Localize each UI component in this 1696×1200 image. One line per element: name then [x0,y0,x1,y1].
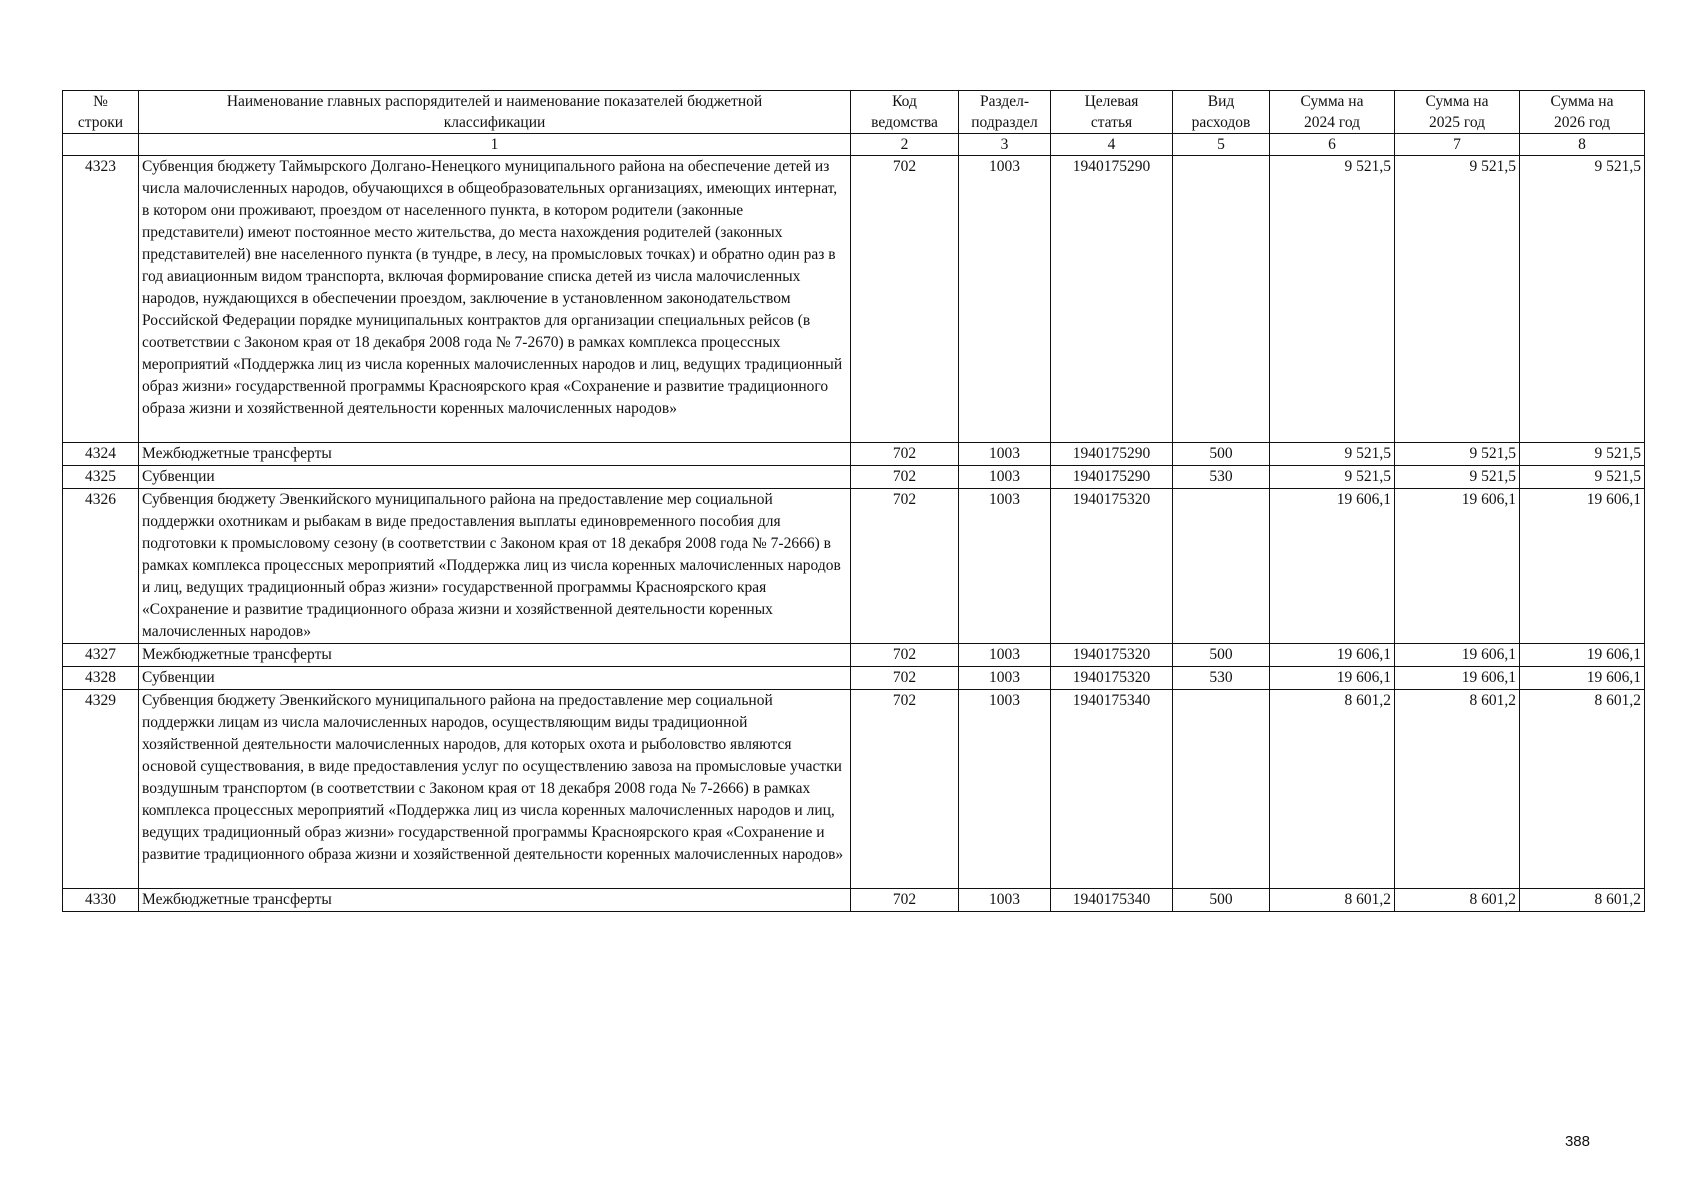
row-number: 4327 [63,644,139,667]
row-razdel: 1003 [959,644,1051,667]
header-celevaya: Целевая статья [1051,91,1173,134]
table-row [63,889,1645,912]
row-razdel: 1003 [959,690,1051,889]
row-ved: 702 [851,466,959,489]
row-sum2026: 8 601,2 [1520,889,1645,912]
row-sum2026: 9 521,5 [1520,466,1645,489]
row-vid [1173,489,1270,644]
row-number: 4330 [63,889,139,912]
row-celevaya: 1940175340 [1051,889,1173,912]
row-ved: 702 [851,644,959,667]
colnum-6: 6 [1270,134,1395,156]
budget-table [62,90,1645,912]
row-sum2024: 8 601,2 [1270,889,1395,912]
table-row [63,443,1645,466]
row-sum2026: 8 601,2 [1520,690,1645,889]
header-sum2024: Сумма на 2024 год [1270,91,1395,134]
table-row [63,489,1645,644]
row-razdel: 1003 [959,156,1051,443]
row-sum2024: 9 521,5 [1270,466,1395,489]
row-sum2025: 19 606,1 [1395,489,1520,644]
row-razdel: 1003 [959,489,1051,644]
row-name: Субвенции [139,466,851,489]
row-number: 4326 [63,489,139,644]
colnum-2: 2 [851,134,959,156]
page-number: 388 [1564,1133,1590,1150]
row-number: 4329 [63,690,139,889]
row-celevaya: 1940175320 [1051,489,1173,644]
row-ved: 702 [851,889,959,912]
table-row [63,644,1645,667]
row-celevaya: 1940175290 [1051,156,1173,443]
row-name: Субвенция бюджету Эвенкийского муниципального района на предоставление мер социальной поддержки лицам из числа малочисленных народов, осуществляющим виды традиционной хозяйственной деятельности малочисленных народов, для которых охота и рыболовство являются основой существования, в виде предоставления услуг по осуществлению завоза на промысловые участки воздушным транспортом (в соответствии с Законом края от 18 декабря 2008 года № 7-2666) в рамках комплекса процессных мероприятий «Поддержка лиц из числа коренных малочисленных народов и лиц, ведущих традиционный образ жизни» государственной программы Красноярского края «Сохранение и развитие традиционного образа жизни и хозяйственной деятельности коренных малочисленных народов» [139,690,851,889]
row-razdel: 1003 [959,889,1051,912]
table-row [63,667,1645,690]
row-name: Межбюджетные трансферты [139,443,851,466]
row-sum2026: 9 521,5 [1520,156,1645,443]
colnum-8: 8 [1520,134,1645,156]
header-num: № строки [63,91,139,134]
row-sum2026: 19 606,1 [1520,489,1645,644]
header-sum2025: Сумма на 2025 год [1395,91,1520,134]
header-vid: Вид расходов [1173,91,1270,134]
row-name: Межбюджетные трансферты [139,889,851,912]
row-sum2024: 19 606,1 [1270,667,1395,690]
row-sum2025: 8 601,2 [1395,889,1520,912]
header-name: Наименование главных распорядителей и наименование показателей бюджетной классификации [139,91,851,134]
row-sum2025: 19 606,1 [1395,667,1520,690]
table-row [63,466,1645,489]
row-sum2025: 9 521,5 [1395,466,1520,489]
row-sum2024: 19 606,1 [1270,644,1395,667]
row-celevaya: 1940175340 [1051,690,1173,889]
row-ved: 702 [851,156,959,443]
colnum-3: 3 [959,134,1051,156]
row-sum2026: 19 606,1 [1520,644,1645,667]
row-sum2024: 8 601,2 [1270,690,1395,889]
row-ved: 702 [851,667,959,690]
row-sum2024: 9 521,5 [1270,156,1395,443]
row-ved: 702 [851,690,959,889]
row-name: Субвенция бюджету Таймырского Долгано-Ненецкого муниципального района на обеспечение детей из числа малочисленных народов, обучающихся в общеобразовательных организациях, имеющих интернат, в котором они проживают, проездом от населенного пункта, в котором родители (законные представители) имеют постоянное место жительства, до места нахождения родителей (законных представителей) вне населенного пункта (в тундре, в лесу, на промысловых точках) и обратно один раз в год авиационным видом транспорта, включая формирование списка детей из числа малочисленных народов, нуждающихся в обеспечении проездом, заключение в установленном законодательством Российской Федерации порядке муниципальных контрактов для организации специальных рейсов (в соответствии с Законом края от 18 декабря 2008 года № 7-2670) в рамках комплекса процессных мероприятий «Поддержка лиц из числа коренных малочисленных народов и лиц, ведущих традиционный образ жизни» государственной программы Красноярского края «Сохранение и развитие традиционного образа жизни и хозяйственной деятельности коренных малочисленных народов» [139,156,851,443]
row-sum2025: 9 521,5 [1395,443,1520,466]
header-ved: Код ведомства [851,91,959,134]
row-sum2026: 9 521,5 [1520,443,1645,466]
header-sum2026: Сумма на 2026 год [1520,91,1645,134]
row-celevaya: 1940175320 [1051,644,1173,667]
row-celevaya: 1940175290 [1051,443,1173,466]
row-razdel: 1003 [959,466,1051,489]
colnum-1: 1 [139,134,851,156]
column-number-row [63,134,1645,156]
row-sum2024: 9 521,5 [1270,443,1395,466]
colnum-7: 7 [1395,134,1520,156]
row-name: Субвенции [139,667,851,690]
row-vid: 500 [1173,443,1270,466]
row-sum2025: 19 606,1 [1395,644,1520,667]
row-ved: 702 [851,489,959,644]
row-vid [1173,156,1270,443]
colnum-0 [63,134,139,156]
colnum-5: 5 [1173,134,1270,156]
row-vid: 500 [1173,644,1270,667]
row-ved: 702 [851,443,959,466]
row-name: Субвенция бюджету Эвенкийского муниципального района на предоставление мер социальной поддержки охотникам и рыбакам в виде предоставления выплаты единовременного пособия для подготовки к промысловому сезону (в соответствии с Законом края от 18 декабря 2008 года № 7-2666) в рамках комплекса процессных мероприятий «Поддержка лиц из числа коренных малочисленных народов и лиц, ведущих традиционный образ жизни» государственной программы Красноярского края «Сохранение и развитие традиционного образа жизни и хозяйственной деятельности коренных малочисленных народов» [139,489,851,644]
table-row [63,690,1645,889]
row-celevaya: 1940175320 [1051,667,1173,690]
header-razdel: Раздел- подраздел [959,91,1051,134]
row-razdel: 1003 [959,667,1051,690]
colnum-4: 4 [1051,134,1173,156]
row-sum2026: 19 606,1 [1520,667,1645,690]
row-vid: 500 [1173,889,1270,912]
row-number: 4324 [63,443,139,466]
row-name: Межбюджетные трансферты [139,644,851,667]
row-celevaya: 1940175290 [1051,466,1173,489]
row-vid: 530 [1173,466,1270,489]
row-number: 4325 [63,466,139,489]
row-number: 4328 [63,667,139,690]
row-sum2024: 19 606,1 [1270,489,1395,644]
row-vid [1173,690,1270,889]
row-sum2025: 9 521,5 [1395,156,1520,443]
row-razdel: 1003 [959,443,1051,466]
row-vid: 530 [1173,667,1270,690]
header-row [63,91,1645,134]
row-number: 4323 [63,156,139,443]
table-row [63,156,1645,443]
row-sum2025: 8 601,2 [1395,690,1520,889]
